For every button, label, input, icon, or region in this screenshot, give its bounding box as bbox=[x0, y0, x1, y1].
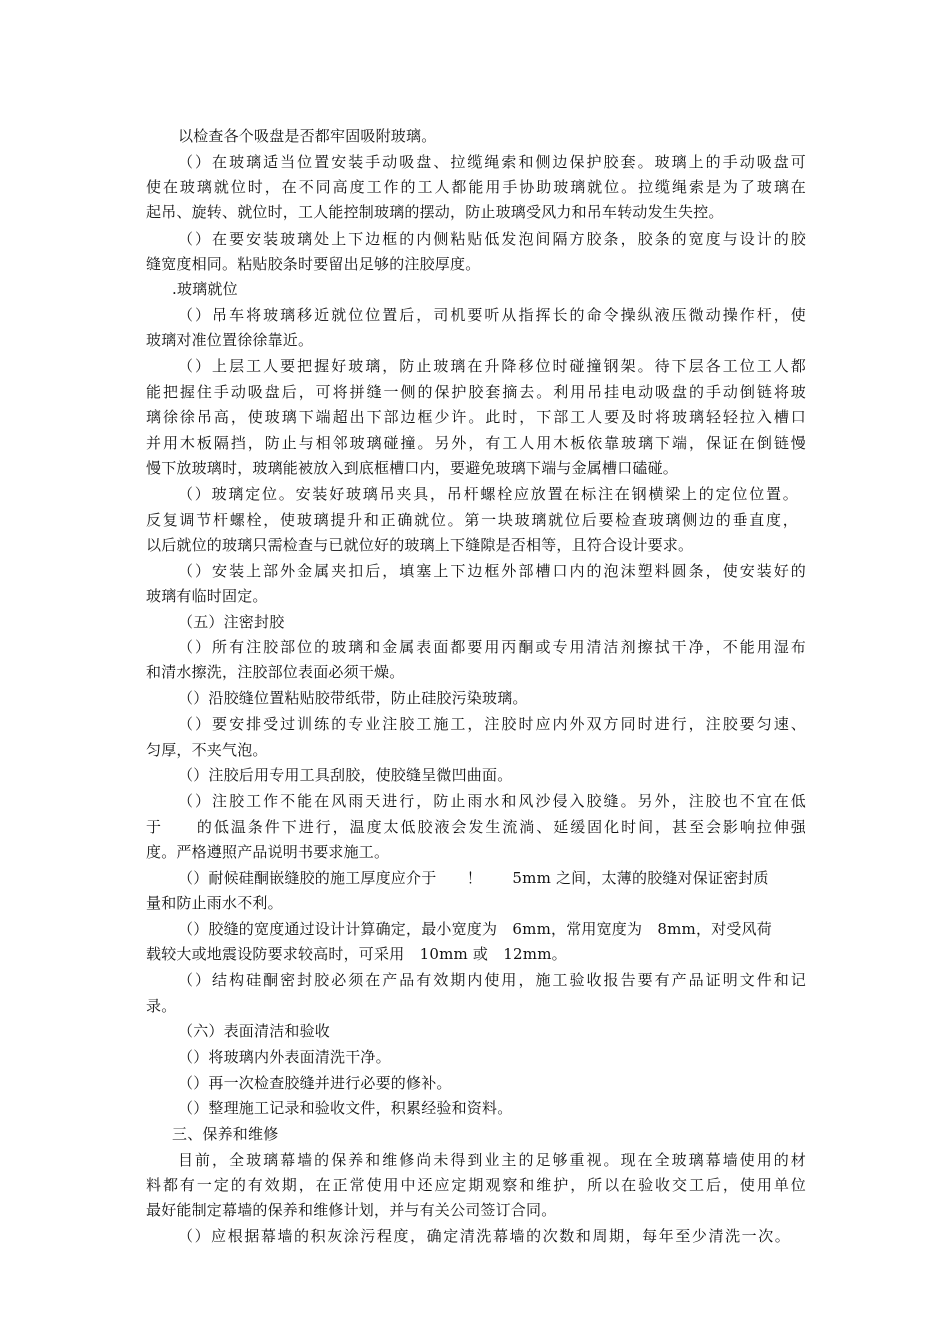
text-line: 以后就位的玻璃只需检查与已就位好的玻璃上下缝隙是否相等，且符合设计要求。 bbox=[146, 536, 694, 554]
text-line: 最好能制定幕墙的保养和维修计划，并与有关公司签订合同。 bbox=[146, 1201, 557, 1219]
text-line: 料都有一定的有效期，在正常使用中还应定期观察和维护，所以在验收交工后，使用单位 bbox=[146, 1176, 806, 1194]
text-line: （）再一次检查胶缝并进行必要的修补。 bbox=[178, 1074, 452, 1092]
text-line: （）注胶后用专用工具刮胶，使胶缝呈微凹曲面。 bbox=[178, 766, 513, 784]
text-line: （）在要安装玻璃处上下边框的内侧粘贴低发泡间隔方胶条，胶条的宽度与设计的胶 bbox=[178, 230, 806, 248]
section-heading: （五）注密封胶 bbox=[178, 613, 285, 631]
text-line: 量和防止雨水不利。 bbox=[146, 894, 283, 912]
text-line: （）注胶工作不能在风雨天进行，防止雨水和风沙侵入胶缝。另外，注胶也不宜在低 bbox=[178, 792, 806, 810]
text-line: 玻璃对准位置徐徐靠近。 bbox=[146, 331, 314, 349]
text-line: （）要安排受过训练的专业注胶工施工，注胶时应内外双方同时进行，注胶要匀速、 bbox=[178, 715, 806, 733]
text-line: （）所有注胶部位的玻璃和金属表面都要用丙酮或专用清洁剂擦拭干净，不能用湿布 bbox=[178, 638, 806, 656]
text-line: 玻璃有临时固定。 bbox=[146, 587, 268, 605]
text-line: 以检查各个吸盘是否都牢固吸附玻璃。 bbox=[178, 127, 437, 145]
section-heading: （六）表面清洁和验收 bbox=[178, 1022, 331, 1040]
text-line: 能把握住手动吸盘后，可将拼缝一侧的保护胶套摘去。利用吊挂电动吸盘的手动倒链将玻 bbox=[146, 383, 806, 401]
text-line: 使在玻璃就位时，在不同高度工作的工人都能用手协助玻璃就位。拉缆绳索是为了玻璃在 bbox=[146, 178, 806, 196]
text-line: （）整理施工记录和验收文件，积累经验和资料。 bbox=[178, 1099, 513, 1117]
text-line: （）耐候硅酮嵌缝胶的施工厚度应介于 ！ 5mm 之间，太薄的胶缝对保证密封质 bbox=[178, 869, 769, 887]
text-line: 并用木板隔挡，防止与相邻玻璃碰撞。另外，有工人用木板依靠玻璃下端，保证在倒链慢 bbox=[146, 434, 806, 452]
text-line: 起吊、旋转、就位时，工人能控制玻璃的摆动，防止玻璃受风力和吊车转动发生失控。 bbox=[146, 203, 724, 221]
text-line: （）应根据幕墙的积灰涂污程度，确定清洗幕墙的次数和周期，每年至少清洗一次。 bbox=[178, 1227, 790, 1245]
text-line: 于 的低温条件下进行，温度太低胶液会发生流淌、延缓固化时间，甚至会影响拉伸强 bbox=[146, 818, 806, 836]
text-line: （）将玻璃内外表面清洗干净。 bbox=[178, 1048, 391, 1066]
section-heading: 三、保养和维修 bbox=[172, 1125, 279, 1143]
text-line: （）沿胶缝位置粘贴胶带纸带，防止硅胶污染玻璃。 bbox=[178, 689, 528, 707]
text-line: 和清水擦洗，注胶部位表面必须干燥。 bbox=[146, 663, 405, 681]
text-line: （）吊车将玻璃移近就位位置后，司机要听从指挥长的命令操纵液压微动操作杆，使 bbox=[178, 306, 806, 324]
text-line: 匀厚，不夹气泡。 bbox=[146, 741, 268, 759]
text-line: 载较大或地震设防要求较高时，可采用 10mm 或 12mm。 bbox=[146, 945, 567, 963]
text-line: （）安装上部外金属夹扣后，填塞上下边框外部槽口内的泡沫塑料圆条，使安装好的 bbox=[178, 562, 806, 580]
text-line: （）胶缝的宽度通过设计计算确定，最小宽度为 6mm，常用宽度为 8mm，对受风荷 bbox=[178, 920, 772, 938]
text-line: 反复调节杆螺栓，使玻璃提升和正确就位。第一块玻璃就位后要检查玻璃侧边的垂直度， bbox=[146, 511, 798, 529]
text-line: （）玻璃定位。安装好玻璃吊夹具，吊杆螺栓应放置在标注在钢横梁上的定位位置。 bbox=[178, 485, 798, 503]
text-line: 录。 bbox=[146, 997, 177, 1015]
text-line: 璃徐徐吊高，使玻璃下端超出下部边框少许。此时，下部工人要及时将玻璃轻轻拉入槽口 bbox=[146, 408, 806, 426]
text-line: 目前，全玻璃幕墙的保养和维修尚未得到业主的足够重视。现在全玻璃幕墙使用的材 bbox=[178, 1151, 806, 1169]
text-line: 慢下放玻璃时，玻璃能被放入到底框槽口内，要避免玻璃下端与金属槽口磕碰。 bbox=[146, 459, 679, 477]
text-line: 缝宽度相同。粘贴胶条时要留出足够的注胶厚度。 bbox=[146, 255, 481, 273]
text-line: 度。严格遵照产品说明书要求施工。 bbox=[146, 843, 390, 861]
text-line: （）上层工人要把握好玻璃，防止玻璃在升降移位时碰撞钢架。待下层各工位工人都 bbox=[178, 357, 806, 375]
section-heading: .玻璃就位 bbox=[172, 280, 238, 298]
text-line: （）在玻璃适当位置安装手动吸盘、拉缆绳索和侧边保护胶套。玻璃上的手动吸盘可 bbox=[178, 153, 806, 171]
text-line: （）结构硅酮密封胶必须在产品有效期内使用，施工验收报告要有产品证明文件和记 bbox=[178, 971, 806, 989]
